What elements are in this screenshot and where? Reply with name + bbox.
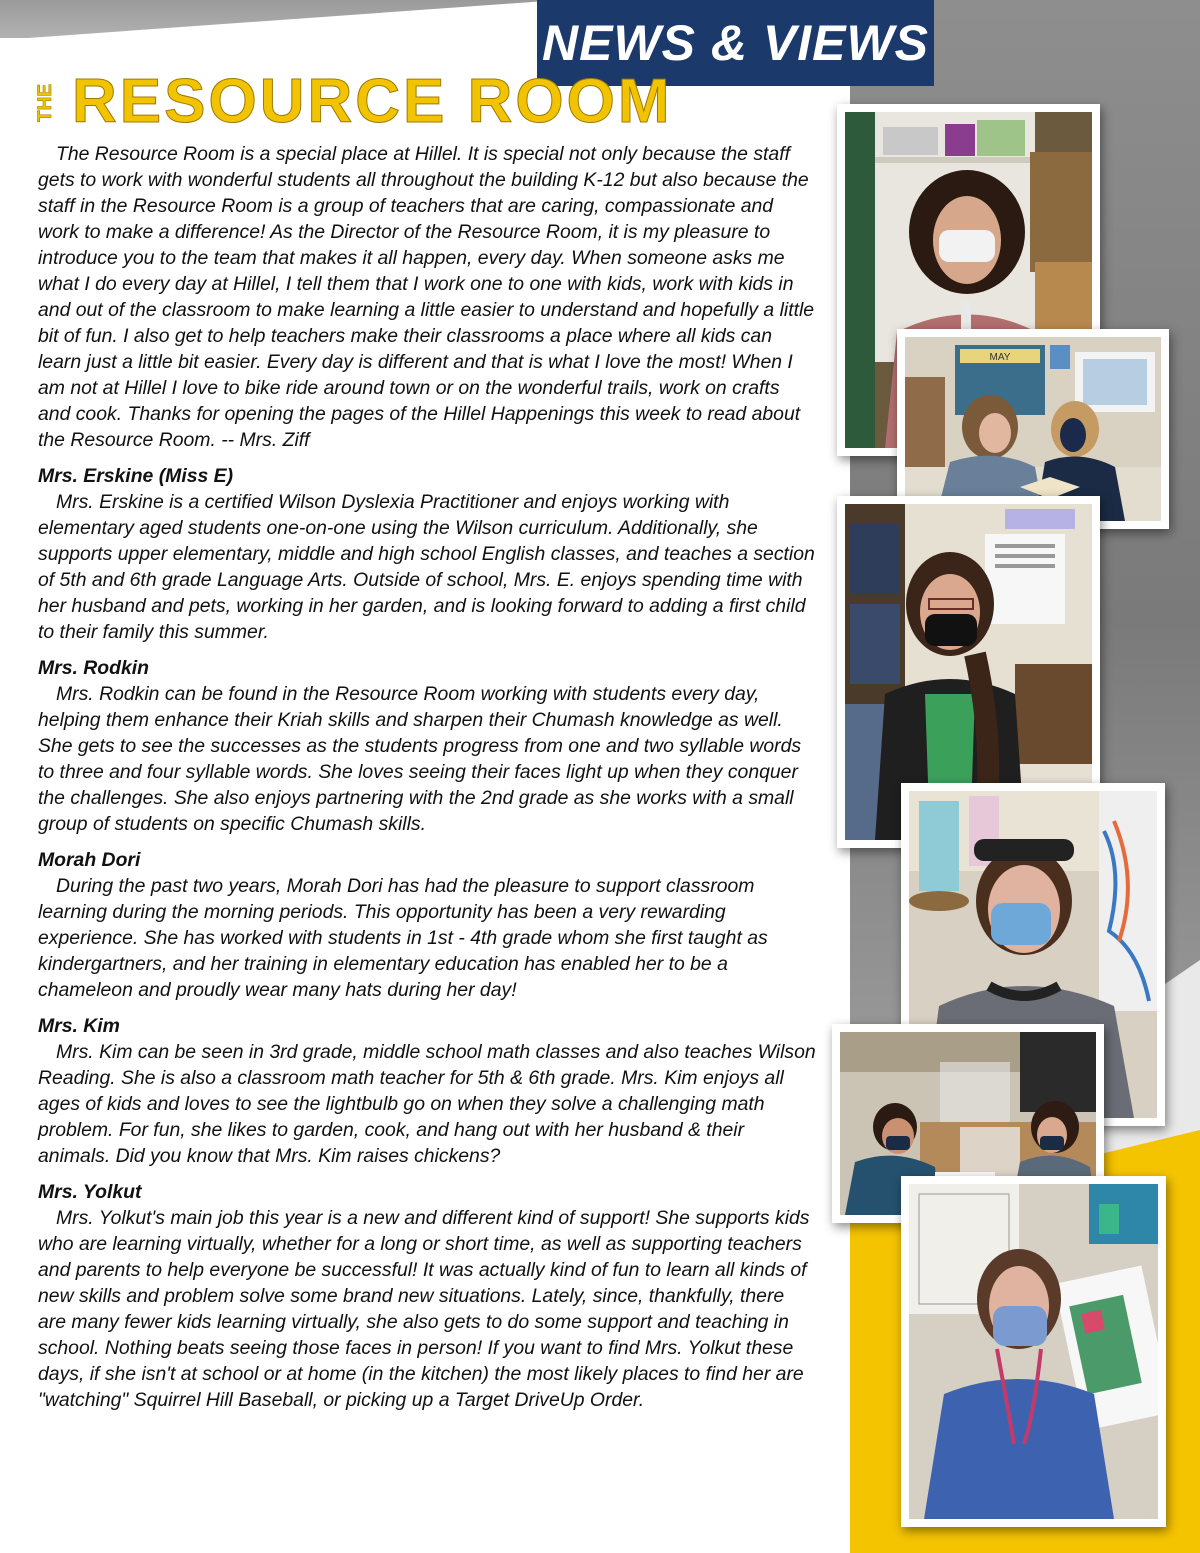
photo-teacher-blue <box>901 1176 1166 1527</box>
section-body: Mrs. Erskine is a certified Wilson Dyslexia Practitioner and enjoys working with elementary aged students one-on-one using the Wilson curriculum. Additionally, she supports upper elementary, middle and high school English classes, and teaches a section of 5th and 6th grade Language Arts. Outside of school, Mrs. E. enjoys spending time with her husband and pets, working in her garden, and is looking forward to adding a first child to their family this summer. <box>38 491 815 643</box>
classroom-sign-text: MAY <box>989 352 1011 363</box>
page-title: RESOURCE ROOM <box>72 67 673 136</box>
section-body: Mrs. Rodkin can be found in the Resource Room working with students every day, helping them enhance their Kriah skills and sharpen their Chumash knowledge as well. She gets to see the successes as the students progress from one and two syllable words to three and four syllable words. She loves seeing their faces light up when they conquer the challenges. She also enjoys partnering with the 2nd grade as she works with a small group of students on specific Chumash skills. <box>38 683 802 835</box>
section-body: During the past two years, Morah Dori has had the pleasure to support classroom learning during the morning periods. This opportunity has been a very rewarding experience. She has worked with students in 1st - 4th grade whom she first taught as kindergartners, and her training in elementary education has enabled her to be a chameleon and proudly wear many hats during her day! <box>38 875 768 1001</box>
section-heading: Mrs. Yolkut <box>38 1181 142 1203</box>
intro-paragraph: The Resource Room is a special place at Hillel. It is special not only because the staff gets to work with wonderful students all throughout the building K-12 but also because the staff in the Resource Room is a group of teachers that are caring, compassionate and work to make a difference! As the Director of the Resource Room, it is my pleasure to introduce you to the team that makes it all happen, every day. When someone asks me what I do every day at Hillel, I tell them that I work one to one with kids, work with kids in and out of the classroom to make learning a little easier to understand and hopefully a little bit of fun. I also get to help teachers make their classrooms a place where all kids can learn just a little bit easier. Every day is different and that is what I love the most! When I am not at Hillel I love to bike ride around town or on the wonderful trails, work on crafts and cook. Thanks for opening the pages of the Hillel Happenings this week to read about the Resource Room. -- Mrs. Ziff <box>38 143 815 451</box>
section-body: Mrs. Kim can be seen in 3rd grade, middle school math classes and also teaches Wilson Reading. She is also a classroom math teacher for 5th & 6th grade. Mrs. Kim enjoys all ages of kids and loves to see the lightbulb go on when they solve a challenging math problem. For fun, she likes to garden, cook, and hang out with her husband & their animals. Did you know that Mrs. Kim raises chickens? <box>38 1041 816 1167</box>
section-heading: Mrs. Kim <box>38 1015 120 1037</box>
photo-teacher-blue-image <box>909 1184 1158 1519</box>
photo-students-reading-image <box>905 337 1161 521</box>
title-prefix-block <box>20 78 72 128</box>
article-body <box>38 141 816 1413</box>
section-heading: Mrs. Rodkin <box>38 657 149 679</box>
section-heading: Morah Dori <box>38 849 141 871</box>
section-heading: Mrs. Erskine (Miss E) <box>38 465 234 487</box>
title-prefix: THE <box>35 84 56 122</box>
news-views-label: NEWS & VIEWS <box>541 15 930 71</box>
section-body: Mrs. Yolkut's main job this year is a new and different kind of support! She supports kids who are learning virtually, whether for a long or short time, as well as supporting teachers and parents to help everyone be successful! It was actually kind of fun to learn all kinds of new skills and problem solve some brand new situations. Lately, since, thankfully, there are many fewer kids learning virtually, she also gets to do some support and teaching in school. Nothing beats seeing those faces in person! If you want to find Mrs. Yolkut these days, if she isn't at school or at home (in the kitchen) the most likely places to find her are "watching" Squirrel Hill Baseball, or picking up a Target DriveUp Order. <box>38 1207 810 1411</box>
